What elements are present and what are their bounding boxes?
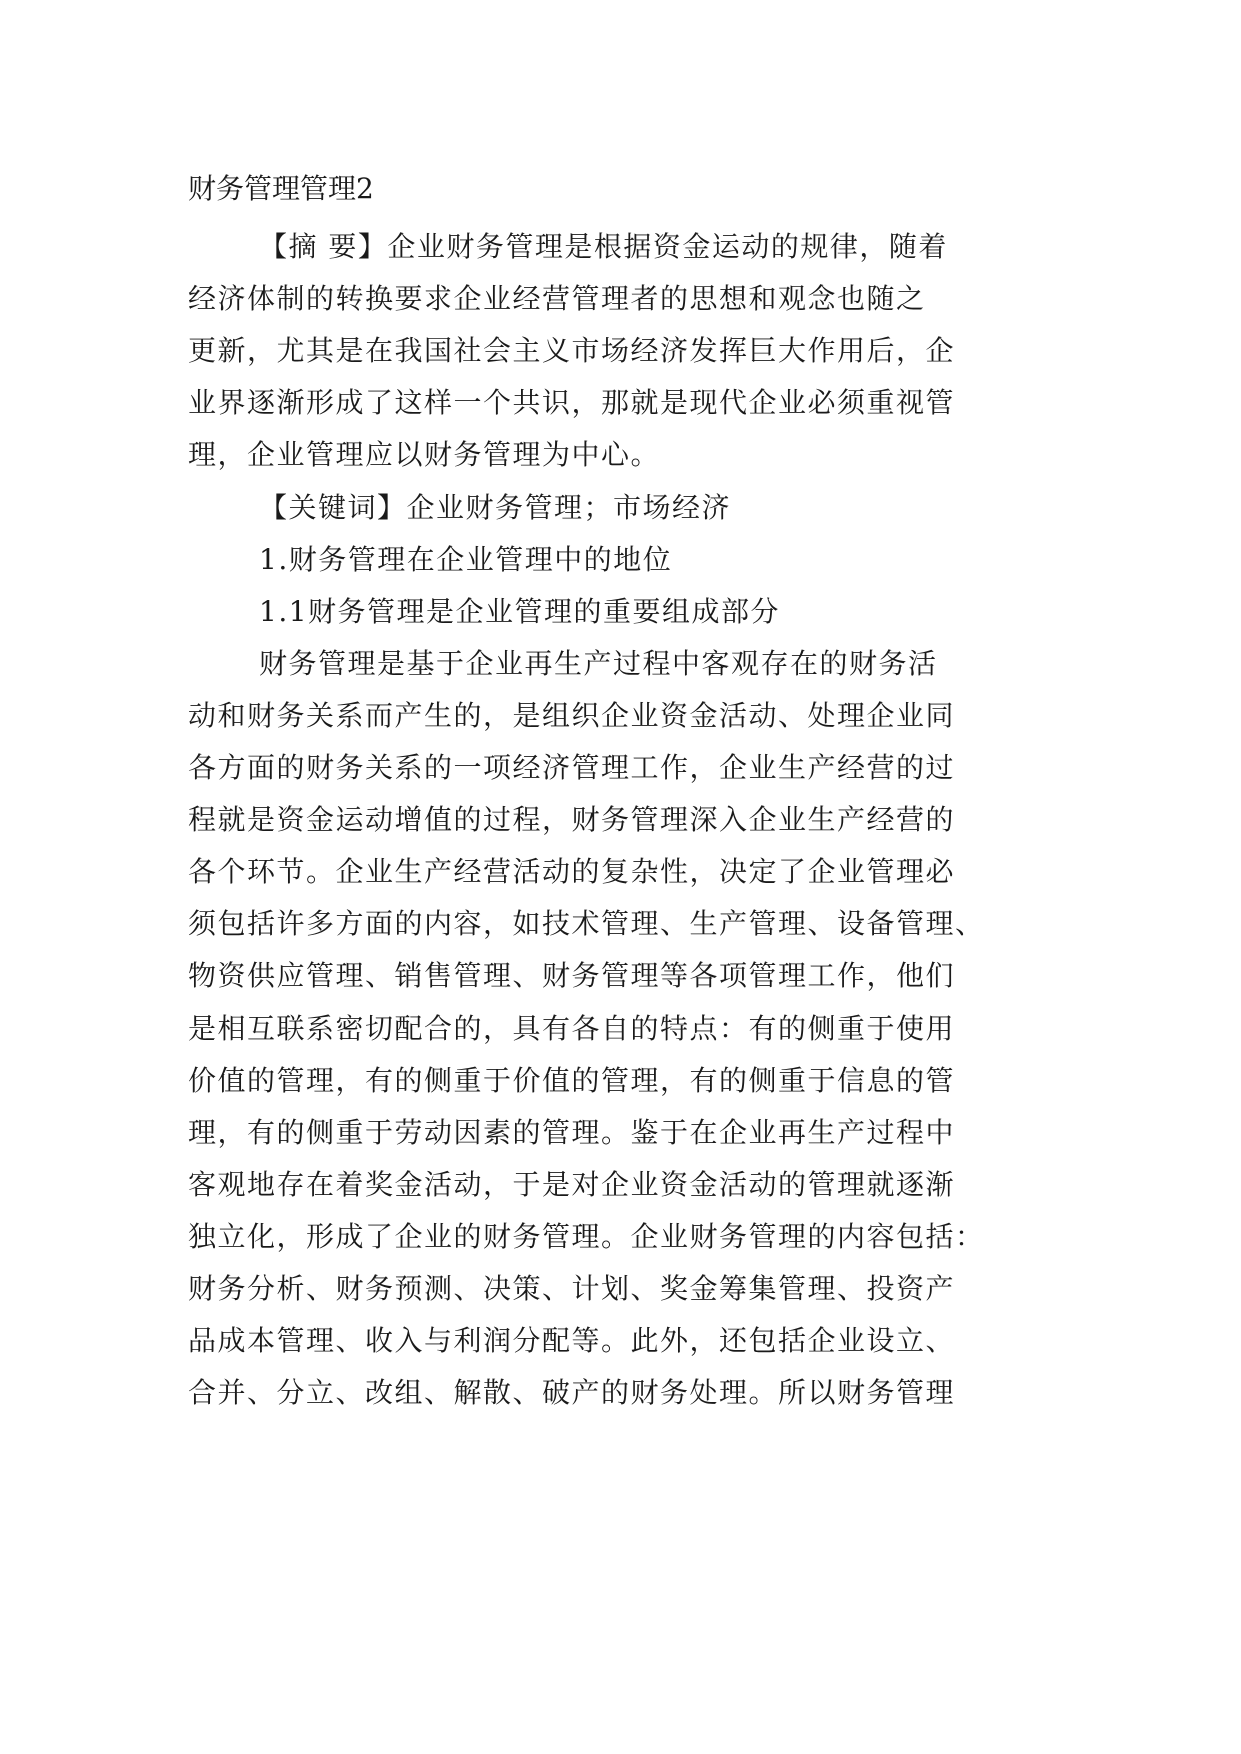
text-line: 财务管理是基于企业再生产过程中客观存在的财务活 bbox=[259, 646, 938, 680]
text-line: 更新，尤其是在我国社会主义市场经济发挥巨大作用后，企 bbox=[188, 334, 956, 368]
text-line: 各方面的财务关系的一项经济管理工作，企业生产经营的过 bbox=[188, 751, 956, 784]
text-line: 【关键词】企业财务管理；市场经济 bbox=[259, 490, 732, 524]
text-line: 是相互联系密切配合的，具有各自的特点：有的侧重于使用 bbox=[188, 1011, 956, 1045]
text-line: 经济体制的转换要求企业经营管理者的思想和观念也随之 bbox=[188, 282, 926, 316]
text-line: 理，有的侧重于劳动因素的管理。鉴于在企业再生产过程中 bbox=[188, 1115, 956, 1149]
text-line: 理，企业管理应以财务管理为中心。 bbox=[188, 438, 661, 472]
text-line: 价值的管理，有的侧重于价值的管理，有的侧重于信息的管 bbox=[188, 1063, 956, 1097]
text-line: 独立化，形成了企业的财务管理。企业财务管理的内容包括： bbox=[188, 1219, 985, 1253]
text-line: 品成本管理、收入与利润分配等。此外，还包括企业设立、 bbox=[188, 1324, 956, 1358]
text-line: 各个环节。企业生产经营活动的复杂性，决定了企业管理必 bbox=[188, 855, 956, 889]
text-line: 1.财务管理在企业管理中的地位 bbox=[259, 542, 673, 576]
text-line: 客观地存在着奖金活动，于是对企业资金活动的管理就逐渐 bbox=[188, 1167, 956, 1201]
text-line: 【摘 要】企业财务管理是根据资金运动的规律，随着 bbox=[259, 230, 948, 263]
text-line: 程就是资金运动增值的过程，财务管理深入企业生产经营的 bbox=[188, 803, 956, 837]
text-line: 业界逐渐形成了这样一个共识，那就是现代企业必须重视管 bbox=[188, 386, 956, 420]
text-line: 1.1财务管理是企业管理的重要组成部分 bbox=[259, 594, 781, 628]
text-line: 财务分析、财务预测、决策、计划、奖金筹集管理、投资产 bbox=[188, 1272, 956, 1305]
text-line: 物资供应管理、销售管理、财务管理等各项管理工作，他们 bbox=[188, 959, 956, 993]
text-line: 须包括许多方面的内容，如技术管理、生产管理、设备管理、 bbox=[188, 907, 985, 941]
document-title: 财务管理管理2 bbox=[188, 172, 374, 205]
text-line: 合并、分立、改组、解散、破产的财务处理。所以财务管理 bbox=[188, 1376, 956, 1410]
text-line: 动和财务关系而产生的，是组织企业资金活动、处理企业同 bbox=[188, 698, 956, 732]
